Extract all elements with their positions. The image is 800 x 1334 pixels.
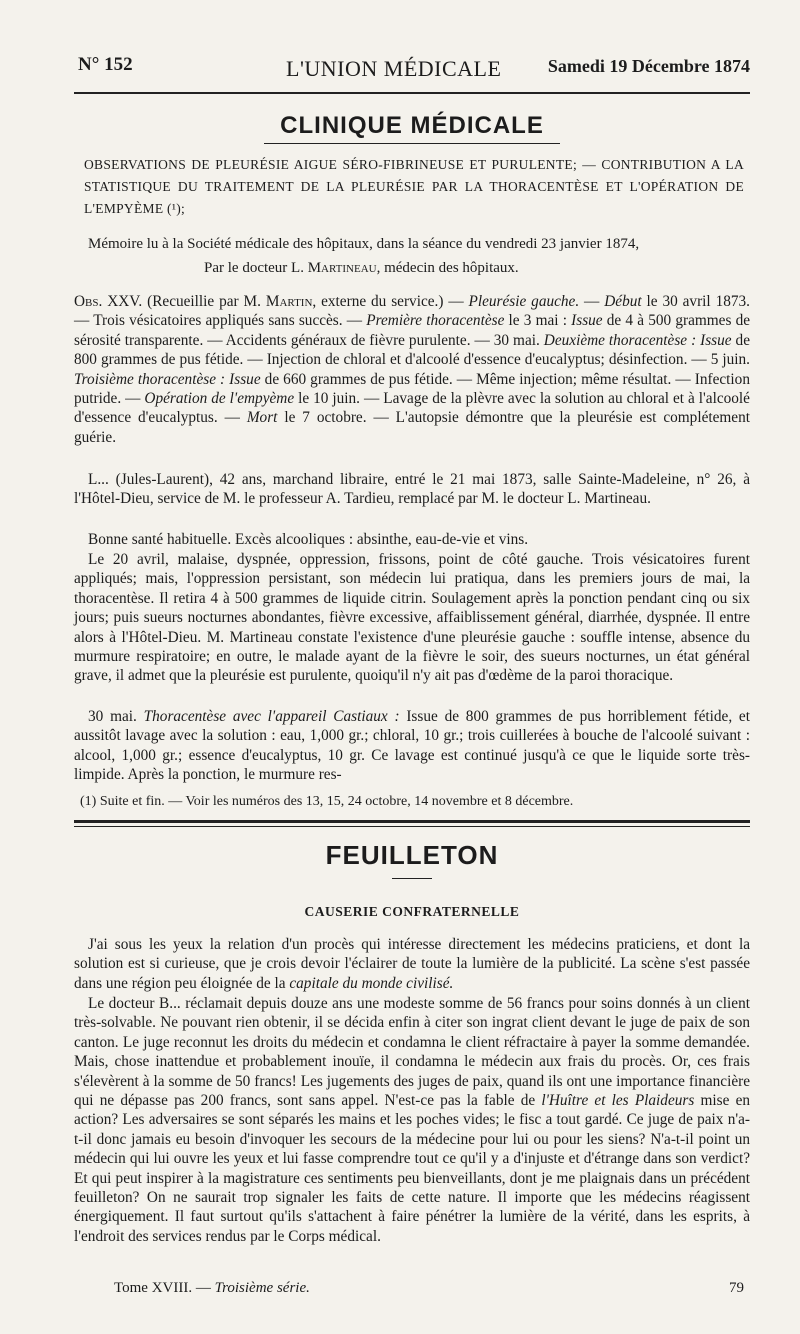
- paragraph-patient: L... (Jules-Laurent), 42 ans, marchand libraire, entré le 21 mai 1873, salle Sainte-Madeleine, n° 26, à l'Hôtel-Dieu, service de M. le professeur A. Tardieu, remplacé par M. le docteur L. Martineau.: [74, 471, 750, 508]
- obs-text: le 3 mai :: [504, 312, 572, 330]
- issue-number: N° 152: [78, 54, 133, 75]
- feuilleton-rule-top: [74, 820, 750, 823]
- obs-text: de 660 grammes de pus fétide. — Même injection; même résultat. — Infection putride. —: [74, 370, 750, 408]
- section-rule: [264, 143, 560, 144]
- may-date: 30 mai.: [88, 708, 144, 725]
- author-suffix: , médecin des hôpitaux.: [376, 260, 519, 276]
- header-rule: [74, 92, 750, 94]
- obs-third: Troisième thoracentèse : Issue: [74, 370, 261, 388]
- p1-italic: capitale du monde civilisé.: [289, 974, 454, 992]
- observation-summary: [74, 292, 750, 447]
- p2-text-b: mise en action? Les adversaires se sont séparés les mains et les poches vides; le fisc a tout gardé. Ce juge de paix n'a-t-il donc jamais eu besoin d'invoquer les secours de la médecine pour lui ou pour les siens? N'a-t-il point un médecin qui lui ouvre les yeux et lui fasse comprendre tout ce qu'il y a d'injuste et d'étrange dans son verdict? Et qui peut inspirer à la magistrature ces sentiments peu bienveillants, dont je me plaignais dans un précédent feuilleton? On ne saurait trop signaler les faits de cette nature. Il importe que les médecins réagissent énergiquement. Il faut surtout qu'ils s'attachent à faire pénétrer la lumière de la vérité, dans les esprits, à l'endroit des services rendus par le Corps médical.: [74, 1092, 751, 1245]
- obs-text: le 7 octobre. — L'autopsie démontre que la pleurésie est complétement guérie.: [74, 409, 750, 446]
- p2-text-a: Le docteur B... réclamait depuis douze ans une modeste somme de 56 francs pour soins donnés à un client très-solvable. Ne pouvant rien obtenir, il se décida enfin à citer son ingrat client devant le juge de paix de son canton. Le juge reconnut les droits du médecin et condamna le client réfractaire à payer la somme demandée. Mais, chose inattendue et probablement inouïe, il condamna le médecin aux frais du procès. Or, ces frais s'élevèrent à la somme de 50 francs! Les jugements des juges de paix, quand ils ont une importance financière qui ne dépasse pas 200 francs, sont sans appel. N'est-ce pas la fable de: [74, 995, 750, 1110]
- may-italic: Thoracentèse avec l'appareil Castiaux :: [143, 708, 400, 725]
- page-header: [74, 50, 750, 86]
- feuilleton-title: FEUILLETON: [325, 840, 499, 870]
- journal-title: L'UNION MÉDICALE: [286, 56, 502, 81]
- feuilleton-rule-bottom: [74, 826, 750, 827]
- obs-text: de 800 grammes de pus fétide. — Injection de chloral et d'alcoolé d'essence d'eucalyptus; désinfection. — 5 juin.: [74, 331, 750, 369]
- p2-italic: l'Huître et les Plaideurs: [541, 1092, 695, 1110]
- paragraph-may: [74, 707, 750, 785]
- obs-label: Obs. XXV.: [74, 293, 143, 310]
- p1-text: J'ai sous les yeux la relation d'un procès qui intéresse directement les médecins praticiens, et dont la solution est si curieuse, que je crois devoir l'éclairer de toute la lumière de la publicité. La scène s'est passée dans une région peu éloignée de la: [74, 936, 750, 992]
- obs-diagnosis: Pleurésie gauche.: [468, 293, 580, 310]
- footnote: (1) Suite et fin. — Voir les numéros des 13, 15, 24 octobre, 14 novembre et 8 décembre.: [80, 794, 574, 809]
- feuilleton-paragraph-1: [74, 935, 750, 993]
- page-folio: 79: [729, 1280, 744, 1296]
- article-title: OBSERVATIONS DE PLEURÉSIE AIGUE SÉRO-FIBRINEUSE ET PURULENTE; — CONTRIBUTION A LA STATISTIQUE DU TRAITEMENT DE LA PLEURÉSIE PAR LA THORACENTÈSE ET L'OPÉRATION DE L'EMPYÈME (¹);: [84, 157, 744, 216]
- obs-text: (Recueillie par M.: [142, 293, 266, 310]
- obs-text: le 30 avril 1873. — Trois vésicatoires appliqués sans succès. —: [74, 293, 750, 330]
- obs-text: le 10 juin. — Lavage de la plèvre avec la solution au chloral et à l'alcoolé d'essence d'eucalyptus. —: [74, 390, 750, 427]
- obs-text: de 4 à 500 grammes de sérosité transparente. — Accidents généraux de fièvre purulente. — 30 mai.: [74, 312, 751, 349]
- paragraph-april: Le 20 avril, malaise, dyspnée, oppression, frissons, point de côté gauche. Trois vésicatoires furent appliqués; mais, l'oppression persistant, son médecin lui pratiqua, dans les premiers jours de mai, la thoracentèse. Il retira 4 à 500 grammes de liquide citrin. Soulagement après la ponction pendant cinq ou six jours; puis sueurs nocturnes abondantes, fièvre excessive, affaiblissement général, diarrhée, dyspnée. Il entre alors à l'Hôtel-Dieu. M. Martineau constate l'existence d'une pleurésie gauche : souffle intense, absence du murmure respiratoire; en outre, le malade ayant de la fièvre le soir, des sueurs nocturnes, un état général grave, il admet que la pleurésie est purulente, quoiqu'il n'y ait pas d'œdème de la paroi thoracique.: [74, 551, 750, 685]
- obs-operation: Opération de l'empyème: [144, 390, 295, 408]
- series-label: Troisième série.: [214, 1280, 310, 1296]
- feuilleton-short-rule: [392, 878, 432, 879]
- section-title: CLINIQUE MÉDICALE: [280, 112, 544, 139]
- obs-first: Première thoracentèse: [366, 312, 505, 330]
- feuilleton-subtitle: CAUSERIE CONFRATERNELLE: [304, 904, 520, 919]
- obs-collector: Martin: [265, 293, 313, 310]
- author-prefix: Par le docteur L.: [204, 260, 304, 276]
- obs-second: Deuxième thoracentèse : Issue: [543, 331, 732, 349]
- feuilleton-paragraph-2: [74, 994, 750, 1246]
- obs-issue: Issue: [571, 312, 603, 330]
- volume-label: Tome XVIII.: [114, 1280, 193, 1296]
- issue-date: Samedi 19 Décembre 1874: [547, 56, 750, 76]
- author-name: Martineau: [307, 260, 377, 276]
- paragraph-health: Bonne santé habituelle. Excès alcooliques : absinthe, eau-de-vie et vins.: [88, 531, 529, 548]
- obs-mort: Mort: [246, 409, 278, 427]
- obs-text: , externe du service.) —: [312, 293, 469, 310]
- may-text: Issue de 800 grammes de pus horriblement fétide, et aussitôt lavage avec la solution : eau, 1,000 gr.; chloral, 10 gr.; trois cuillerées à bouche de l'alcoolé suivant : alcool, 1,000 gr.; essence d'eucalyptus, 10 gr. Ce lavage est continué jusqu'à ce que le liquide sorte très-limpide. Après la ponction, le murmure res-: [74, 708, 750, 784]
- page-footer: [114, 1280, 744, 1297]
- memoir-line: Mémoire lu à la Société médicale des hôpitaux, dans la séance du vendredi 23 janvier 1874,: [88, 236, 640, 252]
- obs-text: —: [579, 293, 605, 310]
- author-line: [204, 256, 744, 280]
- footer-dash: —: [192, 1280, 215, 1296]
- obs-debut: Début: [604, 293, 642, 310]
